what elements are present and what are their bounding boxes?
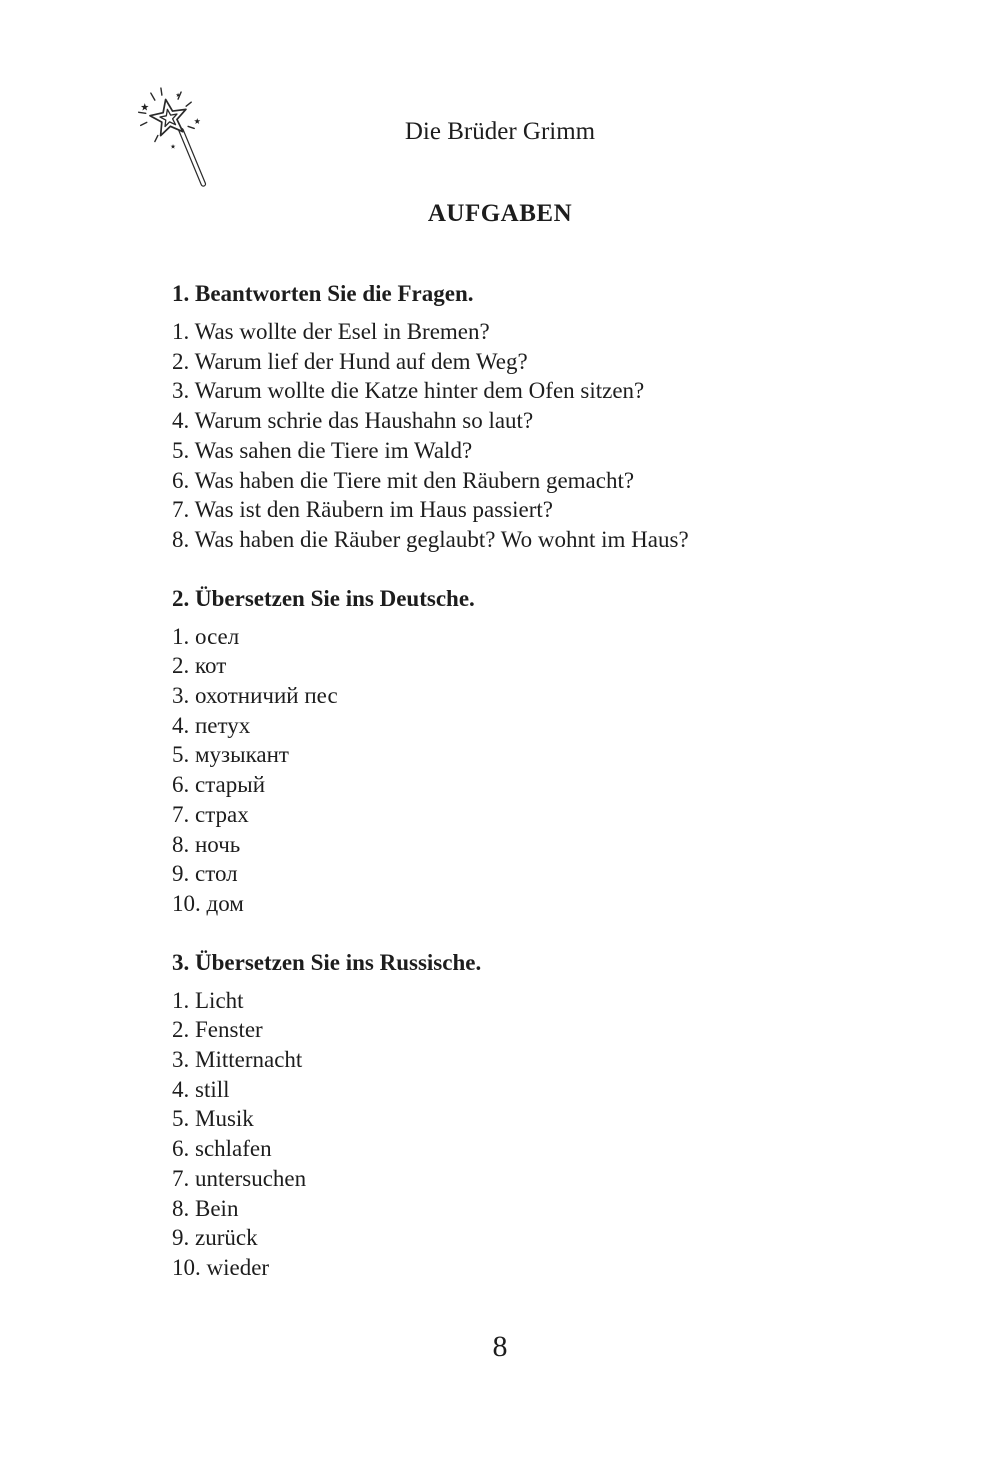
book-title: Die Brüder Grimm	[404, 118, 596, 145]
list-item: 8. Bein	[172, 1195, 239, 1221]
section-heading-2: 2. Übersetzen Sie ins Deutsche.	[172, 585, 475, 611]
list-item: 5. Musik	[172, 1106, 254, 1132]
list-item: 6. schlafen	[172, 1136, 272, 1162]
list-item: 7. untersuchen	[172, 1165, 307, 1191]
list-item: 7. страх	[172, 801, 249, 827]
list-item: 5. Was sahen die Tiere im Wald?	[172, 437, 473, 463]
question-list	[172, 317, 852, 555]
list-item: 3. охотничий пес	[172, 683, 338, 709]
list-item: 4. still	[172, 1076, 230, 1102]
list-item: 6. старый	[172, 772, 266, 798]
list-item: 2. Warum lief der Hund auf dem Weg?	[172, 348, 528, 374]
list-item: 2. кот	[172, 653, 227, 679]
list-item: 3. Warum wollte die Katze hinter dem Ofen sitzen?	[172, 378, 645, 404]
section-heading-3: 3. Übersetzen Sie ins Russische.	[172, 949, 482, 975]
exercises	[172, 279, 852, 1283]
russian-word-list	[172, 622, 852, 919]
list-item: 6. Was haben die Tiere mit den Räubern gemacht?	[172, 467, 635, 493]
list-item: 9. zurück	[172, 1225, 258, 1251]
list-item: 7. Was ist den Räubern im Haus passiert?	[172, 497, 553, 523]
list-item: 8. Was haben die Räuber geglaubt? Wo wohnt im Haus?	[172, 526, 689, 552]
list-item: 10. wieder	[172, 1254, 270, 1280]
list-item: 2. Fenster	[172, 1017, 263, 1043]
list-item: 9. стол	[172, 861, 238, 887]
section-heading-1: 1. Beantworten Sie die Fragen.	[172, 281, 474, 306]
list-item: 1. Was wollte der Esel in Bremen?	[172, 319, 490, 344]
list-item: 4. петух	[172, 712, 251, 738]
list-item: 3. Mitternacht	[172, 1047, 303, 1073]
page-number: 8	[492, 1330, 508, 1363]
page-title: AUFGABEN	[427, 200, 573, 227]
list-item: 10. дом	[172, 890, 244, 916]
list-item: 8. ночь	[172, 831, 241, 857]
list-item: 4. Warum schrie das Haushahn so laut?	[172, 408, 534, 434]
list-item: 1. осел	[172, 623, 240, 649]
list-item: 1. Licht	[172, 987, 244, 1013]
list-item: 5. музыкант	[172, 742, 289, 768]
german-word-list	[172, 986, 852, 1283]
